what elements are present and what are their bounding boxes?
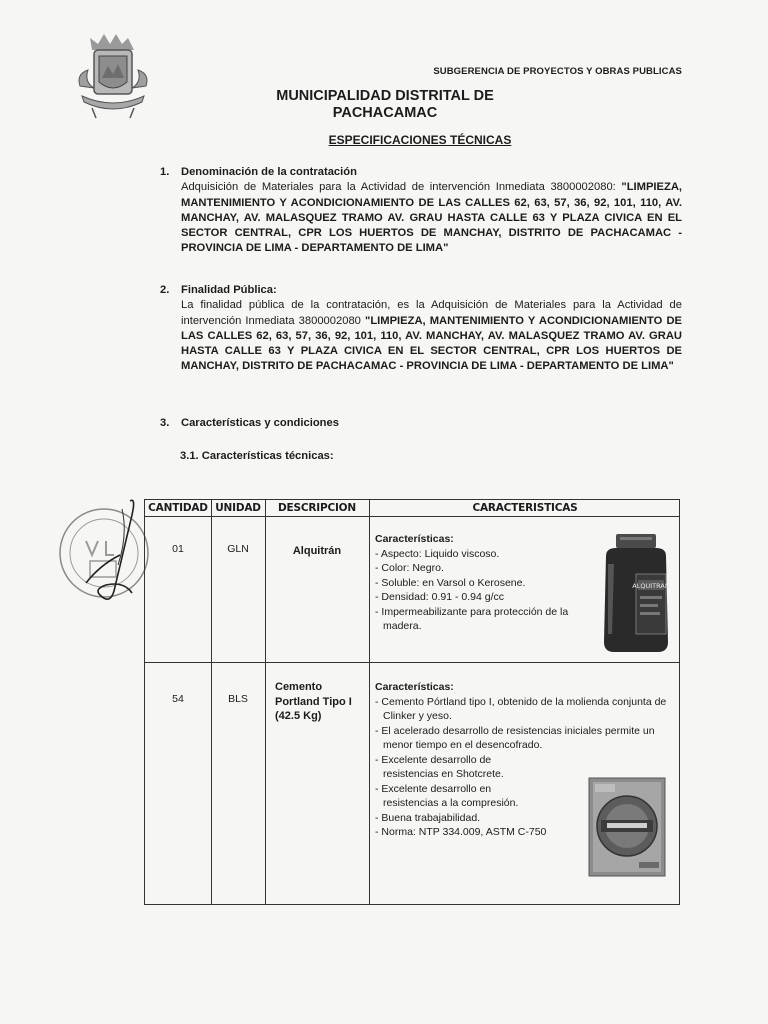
- header-cantidad: CANTIDAD: [148, 502, 208, 514]
- cell-descripcion: Cemento Portland Tipo I (42.5 Kg): [275, 681, 352, 722]
- list-item: - Excelente desarrollo de resistencias en Shotcrete.: [375, 753, 504, 780]
- header-caracteristicas: CARACTERISTICAS: [472, 502, 578, 514]
- cell-unidad: BLS: [228, 693, 248, 705]
- cell-cantidad: 54: [172, 693, 184, 705]
- section-heading: Finalidad Pública:: [181, 284, 277, 296]
- caracteristicas-list: [375, 547, 595, 634]
- alquitran-product-image: [600, 534, 672, 654]
- municipality-title: [250, 88, 520, 122]
- municipal-crest-logo: [72, 30, 154, 120]
- cell-descripcion: Alquitrán: [292, 545, 342, 557]
- municipality-title-line1: MUNICIPALIDAD DISTRITAL DE: [276, 88, 494, 104]
- list-item: - El acelerado desarrollo de resistencias iniciales permite un menor tiempo en el desencofrado.: [375, 724, 655, 751]
- subsection-heading: 3.1. Características técnicas:: [180, 450, 334, 462]
- cement-bag-image: [587, 776, 667, 878]
- section-paragraph: [181, 180, 682, 256]
- column-divider: [369, 500, 370, 904]
- list-item: - Cemento Pórtland tipo I, obtenido de la molienda conjunta de Clinker y yeso.: [375, 695, 667, 722]
- section-intro-text: Adquisición de Materiales para la Actividad de intervención Inmediata 3800002080:: [181, 181, 616, 194]
- section-heading: Características y condiciones: [181, 417, 339, 429]
- caracteristicas-title: Características:: [375, 681, 454, 693]
- section-bold-text: "LIMPIEZA, MANTENIMIENTO Y ACONDICIONAMIENTO DE LAS CALLES 62, 63, 57, 36, 92, 101, 110, AV. MANCHAY, AV. MALASQUEZ TRAMO AV. GRAU HASTA CALLE 63 Y PLAZA CIVICA EN EL SECTOR CENTRAL, CPR LOS HUERTOS DE MANCHAY, DISTRITO DE PACHACAMAC - PROVINCIA DE LIMA - DEPARTAMENTO DE LIMA": [181, 314, 682, 373]
- column-divider: [265, 500, 266, 904]
- list-item: - Excelente desarrollo en resistencias a la compresión.: [375, 782, 519, 809]
- section-finalidad: [160, 283, 682, 375]
- header-divider: [145, 516, 679, 517]
- list-item: - Color: Negro.: [375, 562, 444, 574]
- list-item: - Soluble: en Varsol o Kerosene.: [375, 576, 526, 589]
- cell-unidad: GLN: [227, 543, 249, 555]
- subgerencia-label: SUBGERENCIA DE PROYECTOS Y OBRAS PUBLICAS: [433, 66, 682, 77]
- header-unidad: UNIDAD: [215, 502, 261, 514]
- document-title: ESPECIFICACIONES TÉCNICAS: [328, 133, 512, 147]
- section-bold-text: "LIMPIEZA, MANTENIMIENTO Y ACONDICIONAMIENTO DE LAS CALLES 62, 63, 57, 36, 92, 101, 110, AV. MANCHAY, AV. MALASQUEZ TRAMO AV. GRAU HASTA CALLE 63 Y PLAZA CIVICA EN EL SECTOR CENTRAL, CPR LOS HUERTOS DE MANCHAY, DISTRITO DE PACHACAMAC - PROVINCIA DE LIMA - DEPARTAMENTO DE LIMA": [181, 181, 683, 255]
- section-number: 3.: [160, 417, 170, 429]
- cell-cantidad: 01: [172, 543, 184, 555]
- list-item: - Norma: NTP 334.009, ASTM C-750: [375, 826, 547, 838]
- jar-label-text: ALQUITRAN: [632, 582, 670, 590]
- section-paragraph: [181, 298, 682, 374]
- section-intro-text: La finalidad pública de la contratación, es la Adquisición de Materiales para la Actividad de intervención Inmediata 3800002080: [181, 299, 682, 327]
- section-heading: Denominación de la contratación: [181, 166, 357, 178]
- municipality-title-line2: PACHACAMAC: [332, 105, 438, 121]
- list-item: - Densidad: 0.91 - 0.94 g/cc: [375, 591, 504, 603]
- section-number: 2.: [160, 284, 170, 296]
- list-item: - Buena trabajabilidad.: [375, 811, 481, 824]
- cell-caracteristicas: [375, 532, 595, 634]
- section-number: 1.: [160, 166, 170, 178]
- list-item: - Impermeabilizante para protección de la madera.: [375, 605, 569, 632]
- header-descripcion: DESCRIPCION: [278, 502, 356, 514]
- section-caracteristicas: [160, 416, 682, 431]
- row-divider: [145, 662, 679, 663]
- section-denominacion: [160, 165, 682, 257]
- caracteristicas-title: Características:: [375, 533, 454, 545]
- list-item: - Aspecto: Liquido viscoso.: [375, 547, 500, 560]
